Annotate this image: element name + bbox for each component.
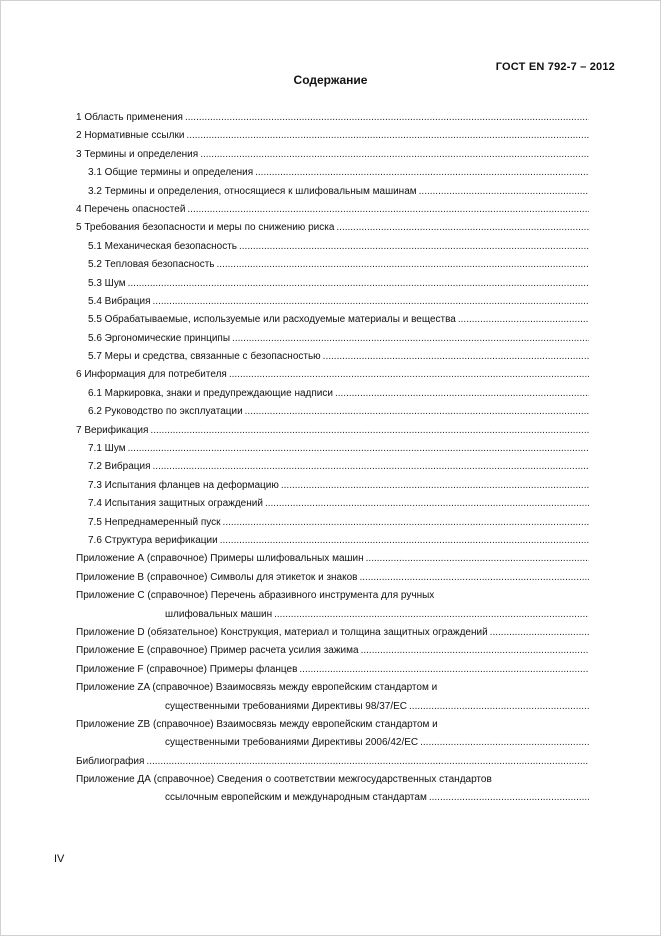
toc-entry[interactable] bbox=[76, 311, 589, 329]
toc-entry[interactable] bbox=[76, 403, 589, 421]
dot-leader bbox=[456, 311, 589, 329]
document-code: ГОСТ EN 792-7 – 2012 bbox=[495, 61, 615, 73]
page-number: IV bbox=[54, 853, 65, 865]
toc-entry-label: 5.4 Вибрация bbox=[88, 295, 151, 307]
toc-entry-label: 2 Нормативные ссылки bbox=[76, 130, 185, 142]
toc-entry[interactable] bbox=[76, 587, 589, 605]
toc-entry[interactable] bbox=[76, 440, 589, 458]
dot-leader bbox=[144, 753, 589, 771]
toc-entry[interactable] bbox=[76, 532, 589, 550]
dot-leader bbox=[126, 440, 589, 458]
toc-entry-label: 7.6 Структура верификации bbox=[88, 534, 218, 546]
dot-leader bbox=[357, 569, 589, 587]
toc-entry[interactable] bbox=[76, 514, 589, 532]
toc-entry-label: Приложение А (справочное) Примеры шлифовальных машин bbox=[76, 553, 364, 565]
toc-entry[interactable] bbox=[76, 293, 589, 311]
toc-entry[interactable] bbox=[76, 256, 589, 274]
dot-leader bbox=[359, 642, 589, 660]
toc-entry-continuation[interactable] bbox=[76, 789, 589, 807]
toc-entry-label: Библиография bbox=[76, 755, 145, 767]
toc-entry-label: Приложение D (обязательное) Конструкция, материал и толщина защитных ограждений bbox=[76, 626, 488, 638]
dot-leader bbox=[215, 256, 589, 274]
dot-leader bbox=[407, 698, 589, 716]
toc-entry-continuation-label: ссылочным европейским и международным стандартам bbox=[165, 792, 427, 804]
dot-leader bbox=[417, 183, 589, 201]
dot-leader bbox=[488, 624, 589, 642]
dot-leader bbox=[126, 275, 589, 293]
dot-leader bbox=[253, 164, 589, 182]
toc-entry-continuation[interactable] bbox=[76, 734, 589, 752]
toc-entry[interactable] bbox=[76, 146, 589, 164]
dot-leader bbox=[151, 458, 589, 476]
dot-leader bbox=[334, 219, 589, 237]
toc-entry[interactable] bbox=[76, 495, 589, 513]
dot-leader bbox=[218, 532, 589, 550]
toc-entry[interactable] bbox=[76, 422, 589, 440]
toc-entry[interactable] bbox=[76, 201, 589, 219]
toc-entry-continuation-label: существенными требованиями Директивы 98/37/ЕС bbox=[165, 700, 408, 712]
dot-leader bbox=[418, 734, 589, 752]
toc-entry-continuation-label: шлифовальных машин bbox=[165, 608, 273, 620]
toc-entry-label: 5.7 Меры и средства, связанные с безопасностью bbox=[88, 351, 321, 363]
toc-entry[interactable] bbox=[76, 550, 589, 568]
toc-entry-label: 6.1 Маркировка, знаки и предупреждающие надписи bbox=[88, 387, 333, 399]
toc-entry-label: 1 Область применения bbox=[76, 112, 183, 123]
dot-leader bbox=[227, 366, 589, 384]
toc-entry-label: 3 Термины и определения bbox=[76, 148, 199, 160]
dot-leader bbox=[272, 606, 589, 624]
toc-entry-continuation-label: существенными требованиями Директивы 2006/42/ЕС bbox=[165, 737, 419, 749]
toc-entry-label: 5.3 Шум bbox=[88, 277, 126, 289]
toc-entry-label: 3.2 Термины и определения, относящиеся к шлифовальным машинам bbox=[88, 185, 417, 197]
dot-leader bbox=[237, 238, 589, 256]
toc-entry[interactable] bbox=[76, 753, 589, 771]
dot-leader bbox=[185, 201, 589, 219]
toc-entry-label: 3.1 Общие термины и определения bbox=[88, 167, 254, 179]
toc-entry-label: Приложение С (справочное) Перечень абразивного инструмента для ручных bbox=[76, 590, 435, 602]
dot-leader bbox=[184, 127, 589, 145]
toc-entry[interactable] bbox=[76, 458, 589, 476]
dot-leader bbox=[151, 293, 589, 311]
dot-leader bbox=[321, 348, 589, 366]
toc-entry[interactable] bbox=[76, 183, 589, 201]
toc-entry[interactable] bbox=[76, 385, 589, 403]
toc-entry-label: 7 Верификация bbox=[76, 424, 149, 436]
toc-entry[interactable] bbox=[76, 477, 589, 495]
toc-entry[interactable] bbox=[76, 642, 589, 660]
toc-entry-label: 5.2 Тепловая безопасность bbox=[88, 259, 215, 271]
dot-leader bbox=[364, 550, 589, 568]
toc-entry-label: Приложение ДА (справочное) Сведения о соответствии межгосударственных стандартов bbox=[76, 774, 492, 786]
toc-entry[interactable] bbox=[76, 127, 589, 145]
dot-leader bbox=[221, 514, 589, 532]
toc-entry-label: Приложение F (справочное) Примеры фланцев bbox=[76, 663, 298, 675]
toc-entry-label: Приложение В (справочное) Символы для этикеток и знаков bbox=[76, 571, 358, 583]
toc-entry-label: 7.4 Испытания защитных ограждений bbox=[88, 498, 263, 510]
toc-entry-label: Приложение ZB (справочное) Взаимосвязь между европейским стандартом и bbox=[76, 718, 438, 730]
toc-entry-label: 7.1 Шум bbox=[88, 443, 126, 455]
toc-entry[interactable] bbox=[76, 109, 589, 127]
toc-entry-continuation[interactable] bbox=[76, 698, 589, 716]
toc-entry[interactable] bbox=[76, 330, 589, 348]
toc-entry[interactable] bbox=[76, 219, 589, 237]
toc-entry[interactable] bbox=[76, 771, 589, 789]
dot-leader bbox=[230, 330, 589, 348]
dot-leader bbox=[183, 109, 589, 127]
dot-leader bbox=[427, 789, 589, 807]
toc-entry-label: 7.5 Непреднамеренный пуск bbox=[88, 516, 221, 528]
toc-entry-label: 7.3 Испытания фланцев на деформацию bbox=[88, 479, 279, 491]
toc-title: Содержание bbox=[293, 73, 368, 87]
toc-entry[interactable] bbox=[76, 366, 589, 384]
toc-entry[interactable] bbox=[76, 275, 589, 293]
toc-entry[interactable] bbox=[76, 164, 589, 182]
toc-entry-label: 5.5 Обрабатываемые, используемые или расходуемые материалы и вещества bbox=[88, 314, 456, 326]
toc-entry[interactable] bbox=[76, 624, 589, 642]
toc-entry[interactable] bbox=[76, 569, 589, 587]
toc-entry-label: 7.2 Вибрация bbox=[88, 461, 151, 473]
toc-entry-label: 5.1 Механическая безопасность bbox=[88, 240, 237, 252]
toc-entry-label: 6 Информация для потребителя bbox=[76, 369, 227, 381]
toc-entry-label: Приложение Е (справочное) Пример расчета усилия зажима bbox=[76, 645, 359, 657]
toc-entry-label: Приложение ZA (справочное) Взаимосвязь между европейским стандартом и bbox=[76, 682, 438, 694]
toc-entry-label: 5.6 Эргономические принципы bbox=[88, 332, 231, 344]
toc-entry-label: 4 Перечень опасностей bbox=[76, 203, 186, 215]
dot-leader bbox=[297, 661, 589, 679]
dot-leader bbox=[243, 403, 589, 421]
toc-entry-label: 5 Требования безопасности и меры по снижению риска bbox=[76, 222, 335, 234]
dot-leader bbox=[279, 477, 589, 495]
toc-entry[interactable] bbox=[76, 716, 589, 734]
dot-leader bbox=[148, 422, 589, 440]
toc-entry-label: 6.2 Руководство по эксплуатации bbox=[88, 406, 243, 418]
dot-leader bbox=[333, 385, 589, 403]
toc-entry[interactable] bbox=[76, 348, 589, 366]
dot-leader bbox=[198, 146, 589, 164]
toc-entry[interactable] bbox=[76, 661, 589, 679]
toc-entry[interactable] bbox=[76, 238, 589, 256]
toc-entry-continuation[interactable] bbox=[76, 606, 589, 624]
dot-leader bbox=[263, 495, 589, 513]
table-of-contents bbox=[76, 109, 589, 808]
toc-entry[interactable] bbox=[76, 679, 589, 697]
